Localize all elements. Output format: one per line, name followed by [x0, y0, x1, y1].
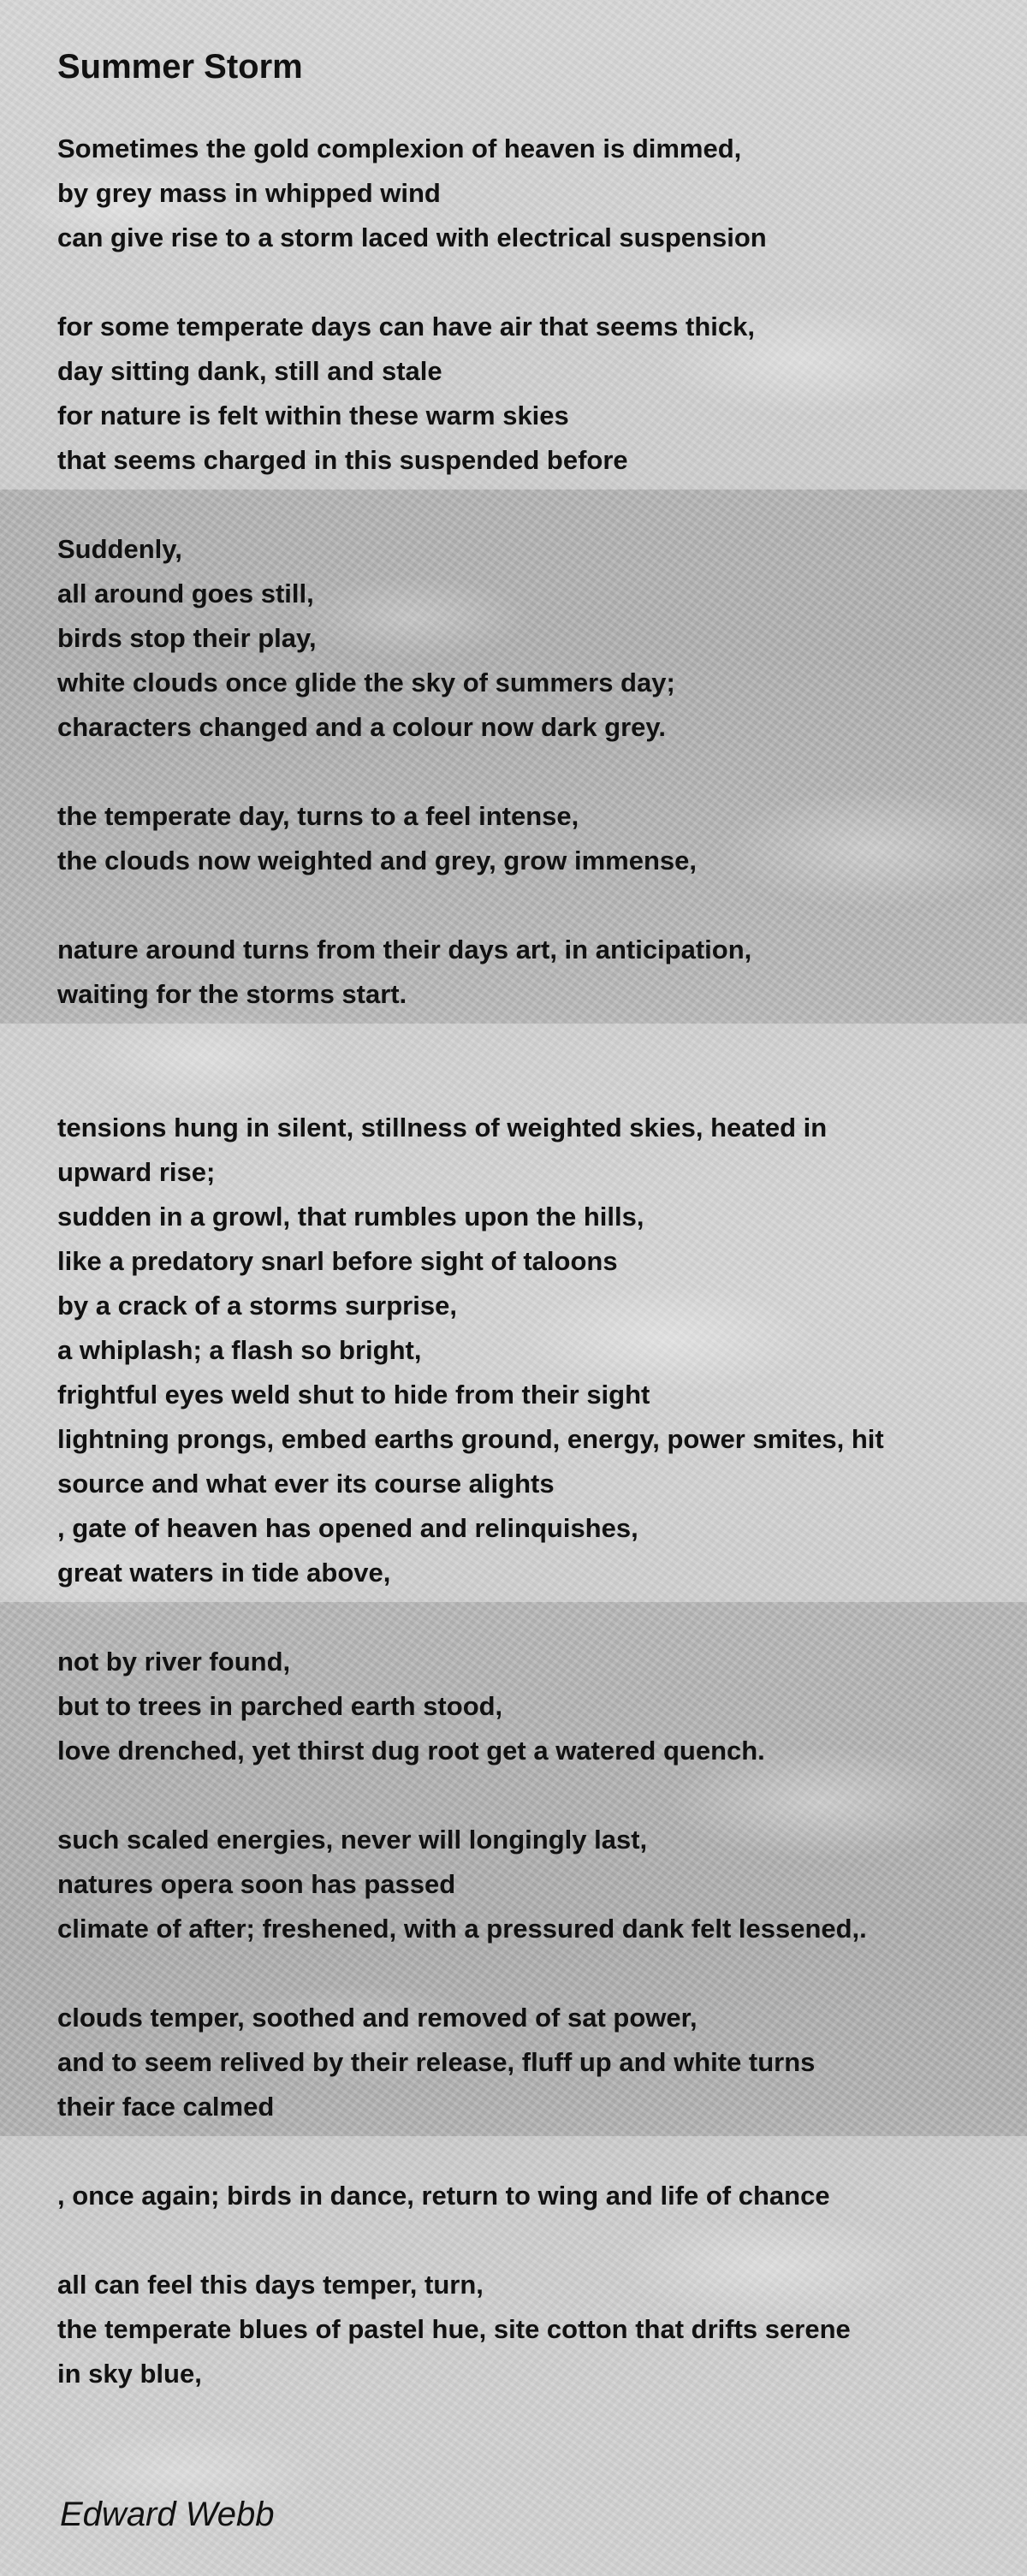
poem-line: by grey mass in whipped wind — [57, 178, 441, 208]
poem-line: all can feel this days temper, turn, — [57, 2270, 484, 2300]
poem-line: characters changed and a colour now dark grey. — [57, 712, 666, 742]
poem-line: in sky blue, — [57, 2359, 202, 2389]
poem-line: source and what ever its course alights — [57, 1469, 555, 1499]
poem-line: , once again; birds in dance, return to wing and life of chance — [57, 2181, 830, 2211]
poem-line: the temperate day, turns to a feel intense, — [57, 801, 579, 831]
stanza-break — [57, 1595, 999, 1640]
poem-line: can give rise to a storm laced with electrical suspension — [57, 223, 767, 252]
stanza-break — [57, 260, 999, 305]
stanza-break — [57, 750, 999, 794]
stanza-break — [57, 2218, 999, 2263]
poem-line: Sometimes the gold complexion of heaven is dimmed, — [57, 134, 742, 163]
poem-line: Suddenly, — [57, 534, 182, 564]
poem-line: but to trees in parched earth stood, — [57, 1691, 503, 1721]
poem-line: clouds temper, soothed and removed of sat power, — [57, 2003, 698, 2033]
poem-line: that seems charged in this suspended before — [57, 445, 628, 475]
stanza-break — [57, 1061, 999, 1106]
poem-line: a whiplash; a flash so bright, — [57, 1335, 422, 1365]
stanza-break — [57, 2129, 999, 2174]
poem-line: the temperate blues of pastel hue, site cotton that drifts serene — [57, 2314, 851, 2344]
stanza-break — [57, 483, 999, 527]
author-name: Edward Webb — [60, 2496, 275, 2533]
poem-line: like a predatory snarl before sight of taloons — [57, 1246, 618, 1276]
poem-line: and to seem relived by their release, fluff up and white turns — [57, 2047, 816, 2077]
poem-line: the clouds now weighted and grey, grow immense, — [57, 846, 697, 875]
poem-line: nature around turns from their days art, in anticipation, — [57, 935, 752, 965]
poem — [57, 41, 999, 2396]
stanza-break — [57, 1773, 999, 1818]
stanza-break — [57, 1951, 999, 1996]
poem-line: natures opera soon has passed — [57, 1869, 456, 1899]
poem-line: white clouds once glide the sky of summers day; — [57, 668, 675, 697]
poem-line: birds stop their play, — [57, 623, 317, 653]
poem-line: sudden in a growl, that rumbles upon the hills, — [57, 1202, 644, 1232]
poem-line: love drenched, yet thirst dug root get a watered quench. — [57, 1736, 765, 1766]
poem-line: not by river found, — [57, 1647, 291, 1677]
poem-line: , gate of heaven has opened and relinquishes, — [57, 1513, 638, 1543]
poem-line: upward rise; — [57, 1157, 216, 1187]
poem-title: Summer Storm — [57, 48, 303, 86]
poem-line: great waters in tide above, — [57, 1558, 391, 1588]
poem-line: for some temperate days can have air that seems thick, — [57, 312, 755, 341]
poem-line: their face calmed — [57, 2092, 275, 2122]
poem-line: climate of after; freshened, with a pressured dank felt lessened,. — [57, 1914, 867, 1944]
stanza-break — [57, 883, 999, 928]
poem-line: by a crack of a storms surprise, — [57, 1291, 457, 1321]
poem-line: such scaled energies, never will longingly last, — [57, 1825, 648, 1855]
title-spacer — [57, 92, 999, 127]
poem-line: day sitting dank, still and stale — [57, 356, 442, 386]
poem-line: tensions hung in silent, stillness of weighted skies, heated in — [57, 1113, 828, 1143]
poem-line: for nature is felt within these warm skies — [57, 401, 569, 430]
poem-line: waiting for the storms start. — [57, 979, 407, 1009]
poem-line: lightning prongs, embed earths ground, energy, power smites, hit — [57, 1424, 884, 1454]
poem-line: all around goes still, — [57, 579, 314, 608]
poem-line: frightful eyes weld shut to hide from their sight — [57, 1380, 650, 1410]
stanza-break — [57, 1017, 999, 1061]
poem-body — [57, 127, 999, 2396]
